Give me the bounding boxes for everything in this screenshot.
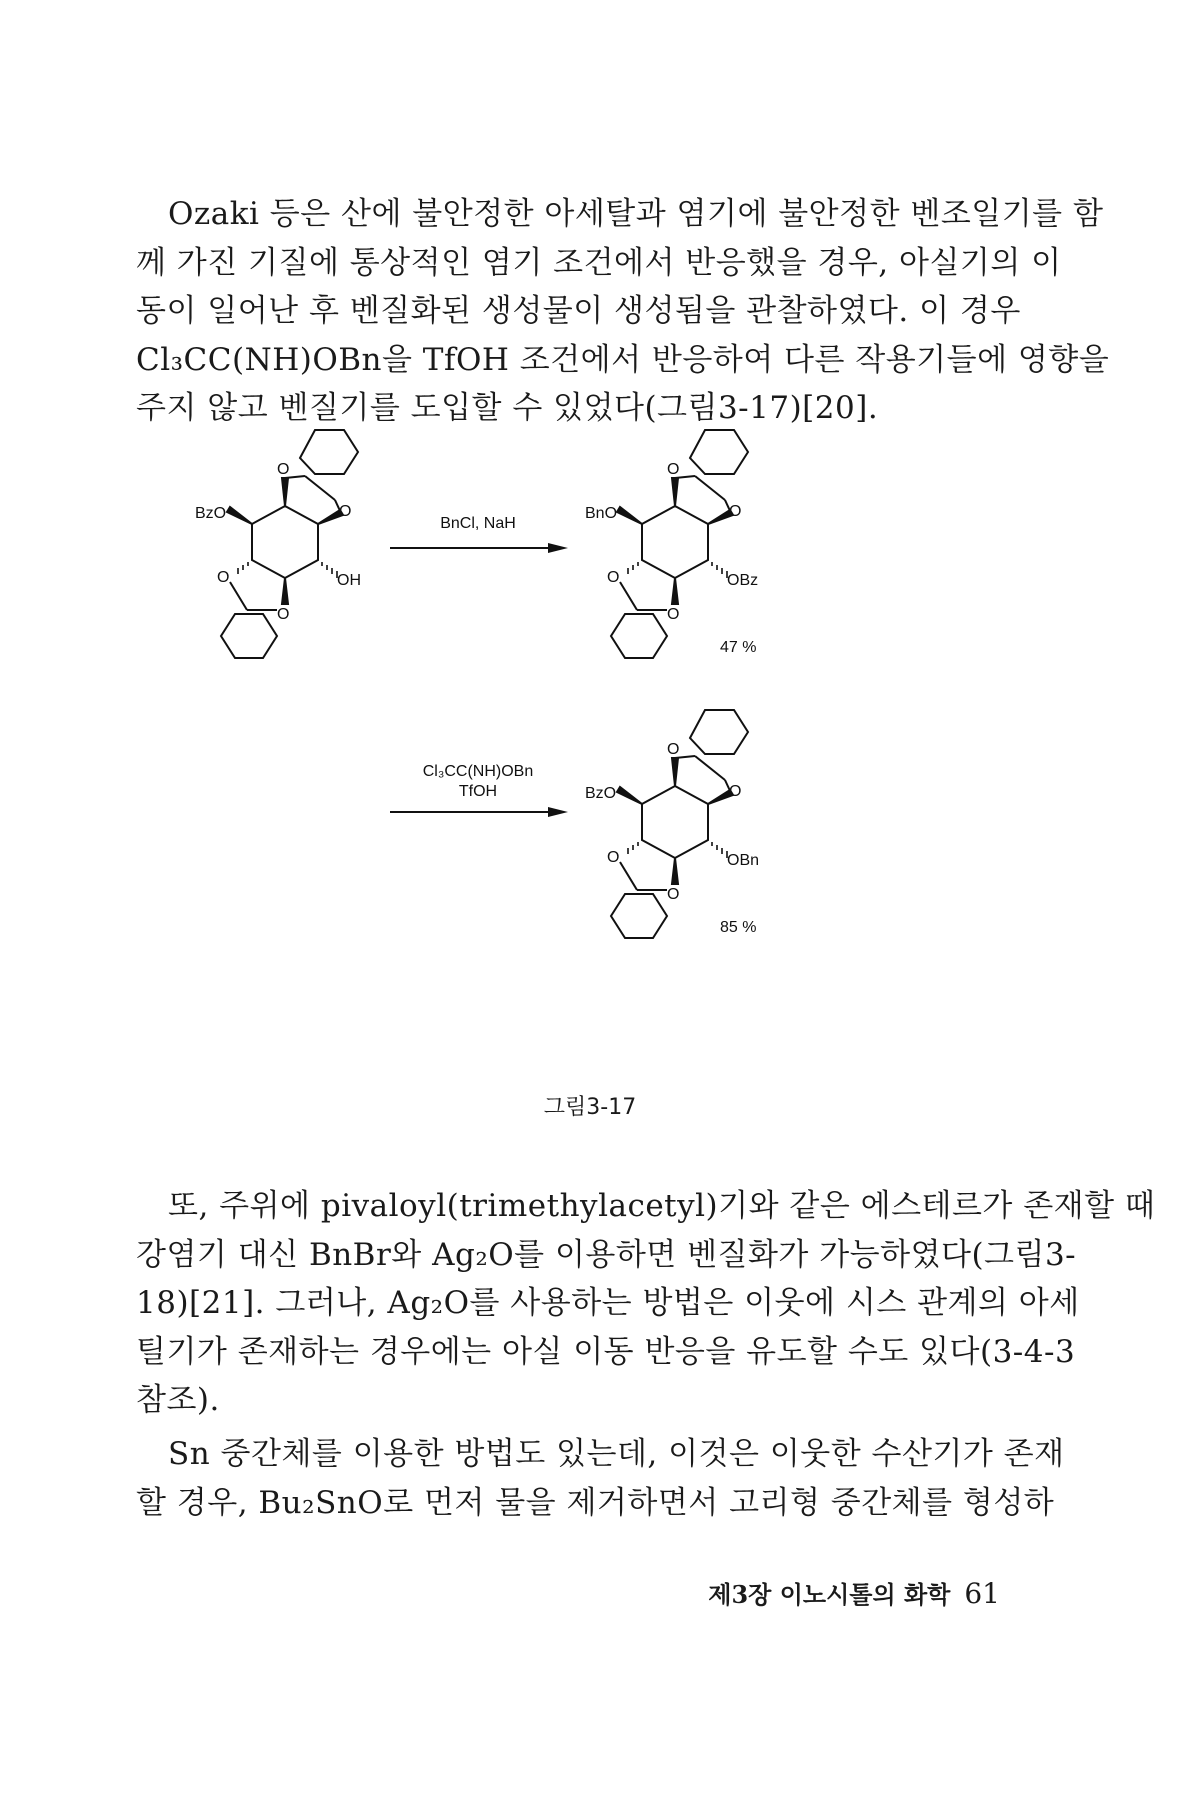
ring-oxygen: O [729,503,742,520]
text-line: 틸기가 존재하는 경우에는 아실 이동 반응을 유도할 수도 있다(3-4-3 [136,1333,1076,1370]
figure-caption: 그림3-17 [543,1095,637,1120]
page-number: 61 [964,1577,1000,1610]
start-left-substituent: BzO [195,505,227,522]
yield-1: 47 % [720,639,757,656]
reagents-1: BnCl, NaH [440,515,516,532]
start-right-substituent: OH [337,572,361,589]
text-line: 강염기 대신 BnBr와 Ag₂O를 이용하면 벤질화가 가능하였다(그림3- [136,1236,1077,1273]
ring-oxygen: O [729,783,742,800]
text-line: 또, 주위에 pivaloyl(trimethylacetyl)기와 같은 에스테르가 존재할 때 [168,1188,1156,1224]
text-line: 주지 않고 벤질기를 도입할 수 있었다(그림3-17)[20]. [136,390,879,426]
ring-oxygen: O [667,741,680,758]
text-line: 18)[21]. 그러나, Ag₂O를 사용하는 방법은 이웃에 시스 관계의 아세 [136,1285,1080,1321]
ring-oxygen: O [277,606,290,623]
page-footer [700,1575,1000,1610]
reagents-2-line2: TfOH [458,783,498,800]
ring-oxygen: O [339,503,352,520]
reaction-arrow-2 [390,763,568,817]
reagents-2-line1: Cl₃CC(NH)OBn [422,763,534,780]
text-line: Sn 중간체를 이용한 방법도 있는데, 이것은 이웃한 수산기가 존재 [168,1436,1065,1472]
chapter-title: 제3장 이노시톨의 화학 [708,1580,951,1609]
product2-left-substituent: BzO [585,785,617,802]
product2-right-substituent: OBn [727,852,760,869]
ring-oxygen: O [607,569,620,586]
product1-right-substituent: OBz [727,572,759,589]
text-line: 께 가진 기질에 통상적인 염기 조건에서 반응했을 경우, 아실기의 이 [136,244,1062,281]
reaction-arrow-1 [390,515,568,553]
yield-2: 85 % [720,919,757,936]
text-line: 동이 일어난 후 벤질화된 생성물이 생성됨을 관찰하였다. 이 경우 [136,293,1021,329]
text-line: Ozaki 등은 산에 불안정한 아세탈과 염기에 불안정한 벤조일기를 함 [168,196,1104,232]
text-line: 참조). [136,1382,220,1418]
product1-left-substituent: BnO [585,505,618,522]
ring-oxygen: O [607,849,620,866]
text-line: Cl₃CC(NH)OBn을 TfOH 조건에서 반응하여 다른 작용기들에 영향을 [136,341,1110,378]
ring-oxygen: O [667,886,680,903]
ring-oxygen: O [667,606,680,623]
paragraph-silver-oxide [136,1182,1156,1425]
text-line: 할 경우, Bu₂SnO로 먼저 물을 제거하면서 고리형 중간체를 형성하 [136,1484,1055,1521]
paragraph-tin-intermediate [136,1430,1065,1527]
ring-oxygen: O [667,461,680,478]
ring-oxygen: O [277,461,290,478]
ring-oxygen: O [217,569,230,586]
